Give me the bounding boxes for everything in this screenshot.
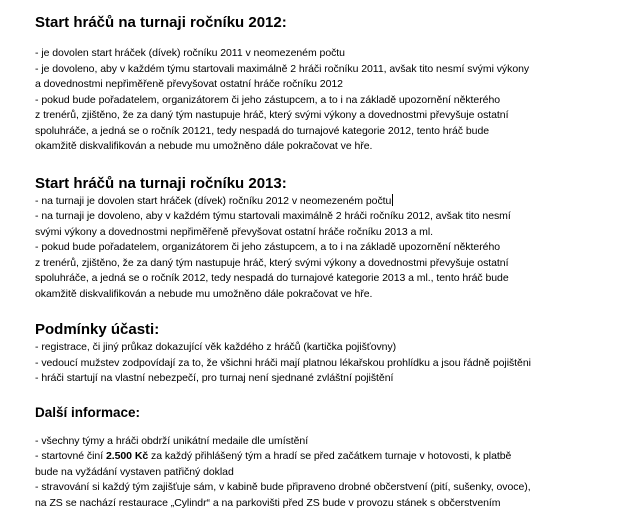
paragraph-line: spoluhráče, a jedná se o ročník 20121, tedy nespadá do turnajové kategorie 2012, tento hráč bude [35, 124, 490, 137]
fee-suffix: za každý přihlášený tým a hradí se před začátkem turnaje v hotovosti, k platbě [148, 450, 512, 462]
blank-line [35, 422, 625, 434]
paragraph-line: a dovednostmi nepřiměřeně převyšovat ostatní hráče ročníku 2012 [35, 78, 343, 90]
fee-prefix: - startovné činí [35, 450, 106, 462]
heading-2013: Start hráčů na turnaji ročníku 2013: [35, 174, 287, 192]
paragraph-line: na ZS se nachází restaurace „Cylindr“ a na parkovišti před ZS bude v provozu stánek s občerstvením [35, 496, 501, 509]
heading-2012: Start hráčů na turnaji ročníku 2012: [35, 14, 287, 31]
fee-amount: 2.500 Kč [105, 450, 149, 462]
paragraph-line-fee [35, 449, 625, 465]
paragraph-line: - registrace, či jiný průkaz dokazující věk každého z hráčů (kartička pojišťovny) [35, 341, 397, 353]
paragraph-line: svými výkony a dovednostmi nepřiměřeně převyšovat ostatní hráče ročníku 2013 a ml. [35, 225, 434, 238]
paragraph-line: - vedoucí mužstev zodpovídají za to, že všichni hráči mají platnou lékařskou prohlídku a jsou řádně pojištěni [35, 356, 531, 369]
paragraph-line: spoluhráče, a jedná se o ročník 2012, tedy nespadá do turnajové kategorie 2013 a ml., tento hráč bude [35, 272, 509, 284]
paragraph-line: z trenérů, zjištěno, že za daný tým nastupuje hráč, který svými výkony a dovednostmi převyšuje ostatní [35, 256, 509, 269]
paragraph-line-with-cursor[interactable] [35, 194, 625, 210]
paragraph-line: - hráči startují na vlastní nebezpečí, pro turnaj není sjednané zvláštní pojištění [35, 372, 394, 384]
paragraph-line-text: - na turnaji je dovolen start hráček (dívek) ročníku 2012 v neomezeném počtu [35, 194, 392, 207]
paragraph-line: - stravování si každý tým zajišťuje sám, v kabině bude připraveno drobné občerstvení (pití, sušenky, ovoce), [35, 481, 531, 493]
paragraph-line: okamžitě diskvalifikován a nebude mu umožněno dále pokračovat ve hře. [35, 140, 373, 152]
paragraph-line: - pokud bude pořadatelem, organizátorem či jeho zástupcem, a to i na základě upozornění některého [35, 241, 501, 253]
paragraph-line: - je dovoleno, aby v každém týmu startovali maximálně 2 hráči ročníku 2011, avšak tito nesmí svými výkony [35, 62, 530, 75]
paragraph-line: z trenérů, zjištěno, že za daný tým nastupuje hráč, který svými výkony a dovednostmi převyšuje ostatní [35, 109, 509, 121]
paragraph-line: - na turnaji je dovoleno, aby v každém týmu startovali maximálně 2 hráči ročníku 2012, avšak tito nesmí [35, 210, 511, 222]
paragraph-line: - je dovolen start hráček (dívek) ročníku 2011 v neomezeném počtu [35, 47, 345, 59]
heading-conditions: Podmínky účasti: [35, 321, 160, 338]
blank-line [35, 33, 625, 46]
paragraph-line: bude na vyžádání vystaven patřičný doklad [35, 465, 234, 478]
paragraph-line: - pokud bude pořadatelem, organizátorem či jeho zástupcem, a to i na základě upozornění některého [35, 93, 501, 106]
paragraph-line: - všechny týmy a hráči obdrží unikátní medaile dle umístění [35, 434, 309, 447]
heading-more-info: Další informace: [35, 404, 141, 420]
document-page [35, 10, 625, 511]
paragraph-line: okamžitě diskvalifikován a nebude mu umožněno dále pokračovat ve hře. [35, 287, 373, 300]
text-cursor [392, 194, 393, 206]
